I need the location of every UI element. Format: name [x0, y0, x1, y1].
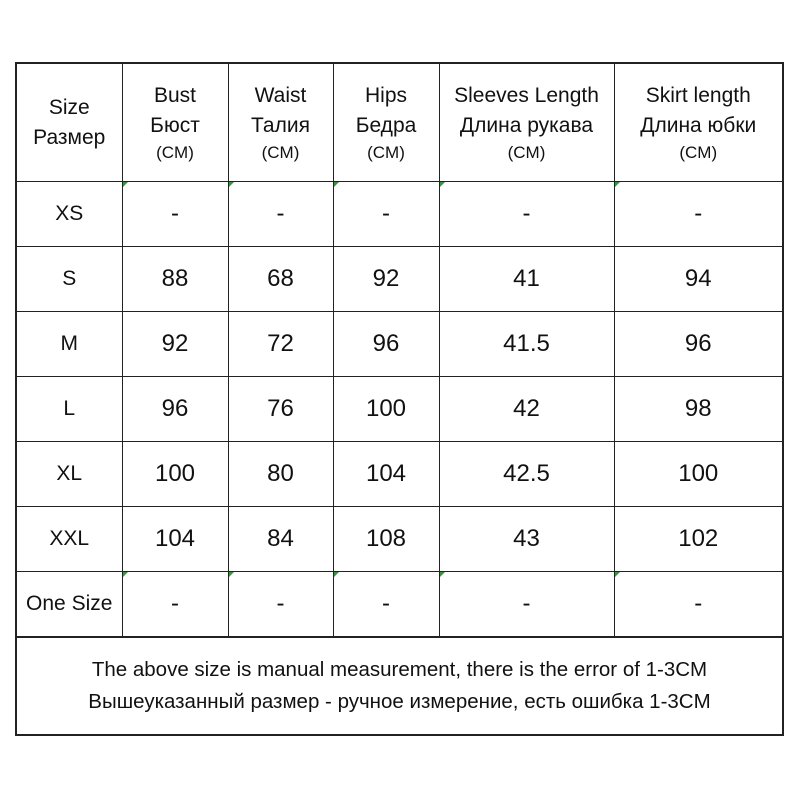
table-row — [17, 572, 782, 637]
header-label-en: Sleeves Length — [454, 83, 599, 107]
measurement-value: 102 — [678, 525, 719, 552]
cell-marker-icon — [334, 572, 339, 577]
measurement-value: 84 — [267, 525, 294, 552]
measurement-value: - — [171, 589, 179, 617]
measurement-cell — [333, 572, 439, 637]
measurement-value: 96 — [161, 395, 189, 422]
cell-marker-icon — [229, 182, 234, 187]
header-label-ru: Бедра — [355, 113, 417, 137]
measurement-cell — [122, 377, 228, 442]
cell-marker-icon — [229, 572, 234, 577]
measurement-cell — [439, 377, 614, 442]
table-row — [17, 377, 782, 442]
measurement-cell — [333, 247, 439, 312]
header-unit: (CM) — [679, 142, 718, 162]
measurement-value: 43 — [513, 525, 540, 552]
note-russian: Вышеуказанный размер - ручное измерение, есть ошибка 1-3CM — [88, 689, 711, 713]
table-body — [17, 182, 782, 637]
measurement-value: 42.5 — [503, 460, 550, 487]
size-cell: L — [17, 377, 122, 442]
measurement-value: 72 — [267, 330, 294, 357]
header-label-ru: Длина рукава — [459, 113, 594, 137]
measurement-cell — [439, 507, 614, 572]
measurement-cell — [228, 182, 333, 247]
measurement-value: 96 — [684, 330, 712, 357]
measurement-cell — [614, 182, 782, 247]
measurement-value: 80 — [267, 460, 294, 487]
measurement-note — [17, 637, 782, 734]
measurement-cell — [333, 507, 439, 572]
measurement-value: 42 — [513, 395, 540, 422]
measurement-cell — [122, 312, 228, 377]
header-hips — [333, 64, 439, 182]
measurement-value: - — [522, 589, 531, 617]
measurement-value: - — [276, 589, 285, 617]
measurement-value: 41.5 — [503, 330, 550, 357]
header-label-en: Waist — [254, 83, 307, 107]
cell-marker-icon — [440, 572, 445, 577]
measurement-cell — [333, 442, 439, 507]
header-sleeves-length — [439, 64, 614, 182]
measurement-cell — [439, 247, 614, 312]
header-waist — [228, 64, 333, 182]
measurement-value: 104 — [154, 525, 196, 552]
measurement-cell — [122, 507, 228, 572]
header-bust — [122, 64, 228, 182]
header-unit: (CM) — [367, 142, 405, 162]
header-label-en: Skirt length — [645, 83, 751, 107]
measurement-value: 41 — [513, 265, 540, 292]
measurement-value: 100 — [365, 395, 407, 422]
header-unit: (CM) — [156, 142, 194, 162]
header-size — [17, 64, 122, 182]
measurement-cell — [228, 312, 333, 377]
header-label-en: Hips — [364, 83, 407, 107]
size-table — [17, 64, 782, 638]
measurement-value: 68 — [267, 265, 294, 292]
cell-marker-icon — [123, 182, 128, 187]
measurement-value: 88 — [161, 265, 189, 292]
note-english: The above size is manual measurement, there is the error of 1-3CM — [91, 657, 708, 681]
header-unit: (CM) — [261, 142, 300, 162]
size-cell: XL — [17, 442, 122, 507]
measurement-cell — [439, 572, 614, 637]
header-skirt-length — [614, 64, 782, 182]
measurement-value: - — [382, 200, 390, 227]
size-cell: S — [17, 247, 122, 312]
measurement-value: 108 — [365, 525, 407, 552]
header-label-ru: Размер — [33, 125, 106, 149]
cell-marker-icon — [615, 572, 620, 577]
measurement-value: 92 — [372, 265, 400, 292]
measurement-value: 92 — [161, 330, 189, 357]
measurement-cell — [614, 442, 782, 507]
size-cell: M — [17, 312, 122, 377]
cell-marker-icon — [615, 182, 620, 187]
measurement-cell — [614, 572, 782, 637]
size-cell: XXL — [17, 507, 122, 572]
measurement-cell — [439, 182, 614, 247]
measurement-cell — [228, 572, 333, 637]
cell-marker-icon — [123, 572, 128, 577]
header-label-ru: Талия — [251, 113, 310, 137]
measurement-cell — [122, 572, 228, 637]
measurement-cell — [122, 247, 228, 312]
header-label-ru: Бюст — [150, 113, 200, 137]
header-label-en: Size — [48, 95, 90, 119]
measurement-cell — [614, 312, 782, 377]
measurement-value: - — [382, 589, 390, 617]
measurement-value: - — [694, 200, 703, 227]
header-label-ru: Длина юбки — [640, 113, 757, 137]
measurement-cell — [228, 247, 333, 312]
table-row — [17, 182, 782, 247]
measurement-value: 100 — [154, 460, 196, 487]
measurement-cell — [614, 247, 782, 312]
measurement-cell — [333, 312, 439, 377]
measurement-cell — [228, 377, 333, 442]
measurement-cell — [228, 507, 333, 572]
table-row — [17, 507, 782, 572]
measurement-value: 98 — [684, 395, 712, 422]
header-row — [17, 64, 782, 182]
table-row — [17, 312, 782, 377]
measurement-cell — [614, 507, 782, 572]
measurement-cell — [228, 442, 333, 507]
measurement-value: 104 — [365, 460, 407, 487]
size-cell: One Size — [17, 572, 122, 637]
measurement-value: - — [276, 200, 285, 227]
header-label-en: Bust — [153, 83, 197, 107]
measurement-value: 94 — [684, 265, 712, 292]
measurement-value: - — [522, 200, 531, 227]
header-unit: (CM) — [507, 142, 546, 162]
measurement-value: - — [694, 589, 703, 617]
cell-marker-icon — [440, 182, 445, 187]
measurement-cell — [122, 442, 228, 507]
measurement-cell — [333, 377, 439, 442]
measurement-cell — [122, 182, 228, 247]
measurement-cell — [439, 312, 614, 377]
measurement-value: 76 — [267, 395, 294, 422]
measurement-value: 100 — [678, 460, 719, 487]
size-cell: XS — [17, 182, 122, 247]
cell-marker-icon — [334, 182, 339, 187]
table-row — [17, 247, 782, 312]
table-row — [17, 442, 782, 507]
measurement-value: - — [171, 200, 179, 227]
measurement-value: 96 — [372, 330, 400, 357]
size-chart-frame — [15, 62, 784, 736]
measurement-cell — [439, 442, 614, 507]
measurement-cell — [614, 377, 782, 442]
measurement-cell — [333, 182, 439, 247]
